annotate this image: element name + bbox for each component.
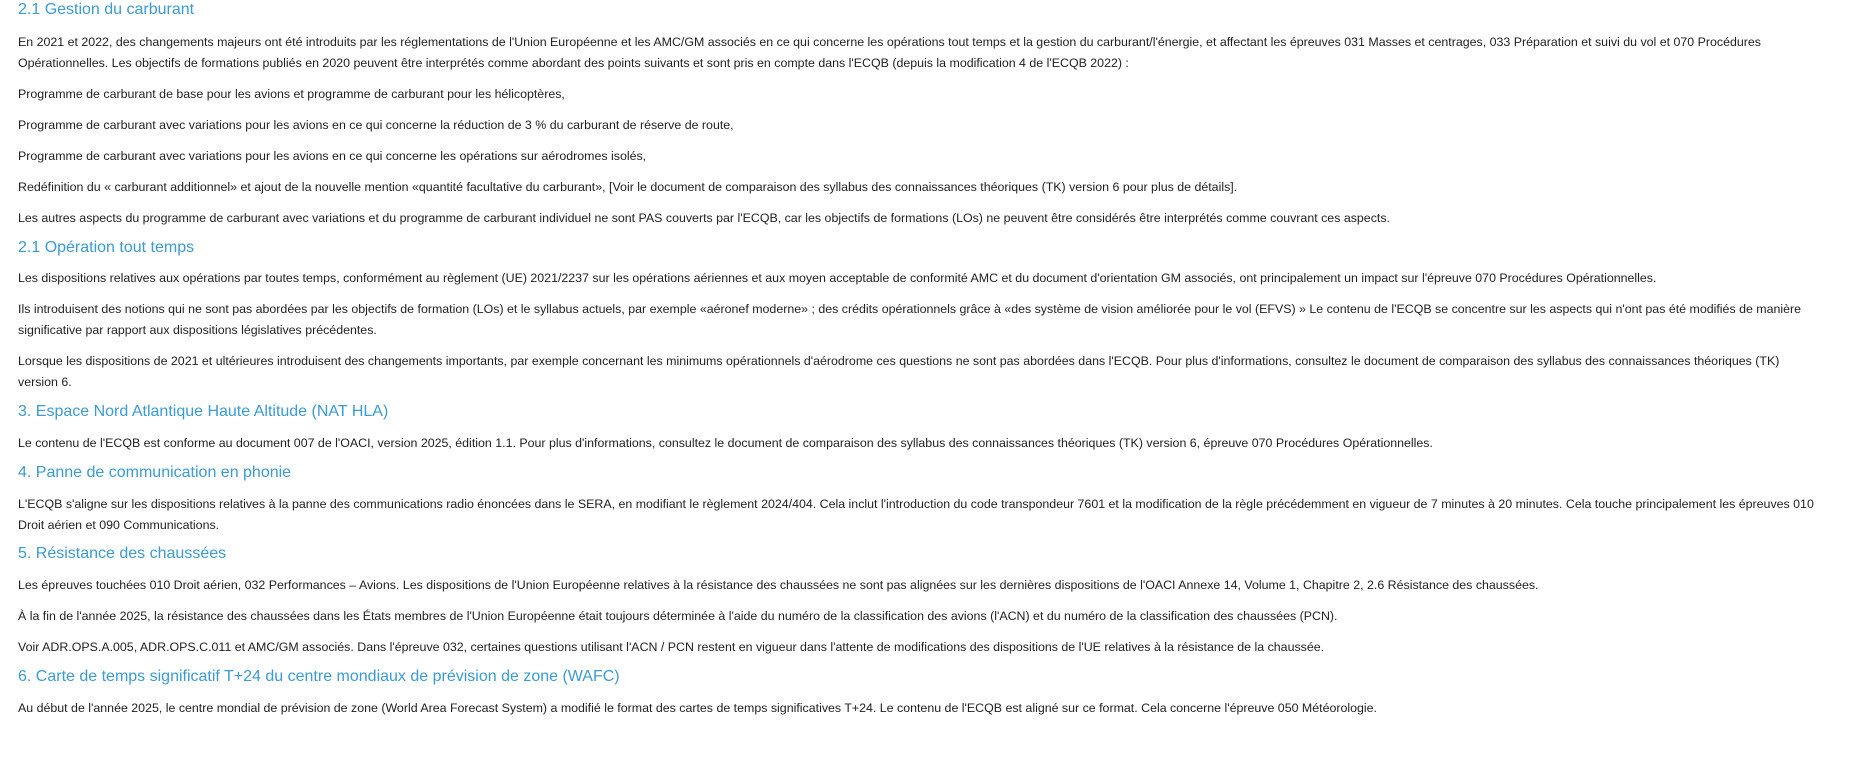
paragraph: Lorsque les dispositions de 2021 et ultérieures introduisent des changements importants, par exemple concernant les minimums opérationnels d'aérodrome ces questions ne sont pas abordées dans l'ECQB. Pour plus d'informations, consultez le document de comparaison des syllabus des connaissances théoriques (TK) version 6. — [18, 354, 1780, 389]
section-heading-all-weather-ops: 2.1 Opération tout temps — [18, 239, 195, 256]
paragraph: Programme de carburant avec variations pour les avions en ce qui concerne la réduction de 3 % du carburant de réserve de route, — [18, 118, 734, 132]
section-heading-radio-failure: 4. Panne de communication en phonie — [18, 464, 292, 481]
paragraph: Les dispositions relatives aux opérations par toutes temps, conformément au règlement (UE) 2021/2237 sur les opérations aériennes et aux moyen acceptable de conformité AMC et du document d'orientation GM associés, ont principalement un impact sur l'épreuve 070 Procédures Opérationnelles. — [18, 271, 1657, 285]
paragraph: L'ECQB s'aligne sur les dispositions relatives à la panne des communications radio énoncées dans le SERA, en modifiant le règlement 2024/404. Cela inclut l'introduction du code transpondeur 7601 et la modification de la règle précédemment en vigueur de 7 minutes à 20 minutes. Cela touche principalement les épreuves 010 Droit aérien et 090 Communications. — [18, 497, 1814, 532]
section-heading-pavement-strength: 5. Résistance des chaussées — [18, 545, 227, 562]
paragraph: Ils introduisent des notions qui ne sont pas abordées par les objectifs de formation (LOs) et le syllabus actuels, par exemple «aéronef moderne» ; des crédits opérationnels grâce à «des système de vision améliorée pour le vol (EFVS) » Le contenu de l'ECQB se concentre sur les aspects qui n'ont pas été modifiés de manière significative par rapport aux dispositions législatives précédentes. — [18, 302, 1802, 337]
section-heading-wafc-chart: 6. Carte de temps significatif T+24 du centre mondiaux de prévision de zone (WAFC) — [18, 668, 620, 685]
paragraph: Programme de carburant avec variations pour les avions en ce qui concerne les opérations sur aérodromes isolés, — [18, 149, 647, 163]
section-heading-fuel-management: 2.1 Gestion du carburant — [18, 1, 195, 18]
paragraph: Les autres aspects du programme de carburant avec variations et du programme de carburant individuel ne sont PAS couverts par l'ECQB, car les objectifs de formations (LOs) ne peuvent être considérés être interprétés comme couvrant ces aspects. — [18, 211, 1390, 225]
paragraph: Les épreuves touchées 010 Droit aérien, 032 Performances – Avions. Les dispositions de l'Union Européenne relatives à la résistance des chaussées ne sont pas alignées sur les dernières dispositions de l'OACI Annexe 14, Volume 1, Chapitre 2, 2.6 Résistance des chaussées. — [18, 578, 1539, 592]
paragraph: Programme de carburant de base pour les avions et programme de carburant pour les hélicoptères, — [18, 87, 565, 101]
paragraph: Redéfinition du « carburant additionnel» et ajout de la nouvelle mention «quantité facultative du carburant», [Voir le document de comparaison des syllabus des connaissances théoriques (TK) version 6 pour plus de détails]. — [18, 180, 1238, 194]
paragraph: À la fin de l'année 2025, la résistance des chaussées dans les États membres de l'Union Européenne était toujours déterminée à l'aide du numéro de la classification des avions (l'ACN) et du numéro de la classification des chaussées (PCN). — [18, 609, 1338, 623]
section-heading-nat-hla: 3. Espace Nord Atlantique Haute Altitude (NAT HLA) — [18, 403, 389, 420]
paragraph: Au début de l'année 2025, le centre mondial de prévision de zone (World Area Forecast System) a modifié le format des cartes de temps significatives T+24. Le contenu de l'ECQB est aligné sur ce format. Cela concerne l'épreuve 050 Météorologie. — [18, 701, 1377, 715]
paragraph: En 2021 et 2022, des changements majeurs ont été introduits par les réglementations de l'Union Européenne et les AMC/GM associés en ce qui concerne les opérations tout temps et la gestion du carburant/l'énergie, et affectant les épreuves 031 Masses et centrages, 033 Préparation et suivi du vol et 070 Procédures Opérationnelles. Les objectifs de formations publiés en 2020 peuvent être interprétés comme abordant des points suivants et sont pris en compte dans l'ECQB (depuis la modification 4 de l'ECQB 2022) : — [18, 35, 1761, 70]
paragraph: Le contenu de l'ECQB est conforme au document 007 de l'OACI, version 2025, édition 1.1. Pour plus d'informations, consultez le document de comparaison des syllabus des connaissances théoriques (TK) version 6, épreuve 070 Procédures Opérationnelles. — [18, 436, 1433, 450]
paragraph: Voir ADR.OPS.A.005, ADR.OPS.C.011 et AMC/GM associés. Dans l'épreuve 032, certaines questions utilisant l'ACN / PCN restent en vigueur dans l'attente de modifications des dispositions de l'UE relatives à la résistance de la chaussée. — [18, 640, 1325, 654]
